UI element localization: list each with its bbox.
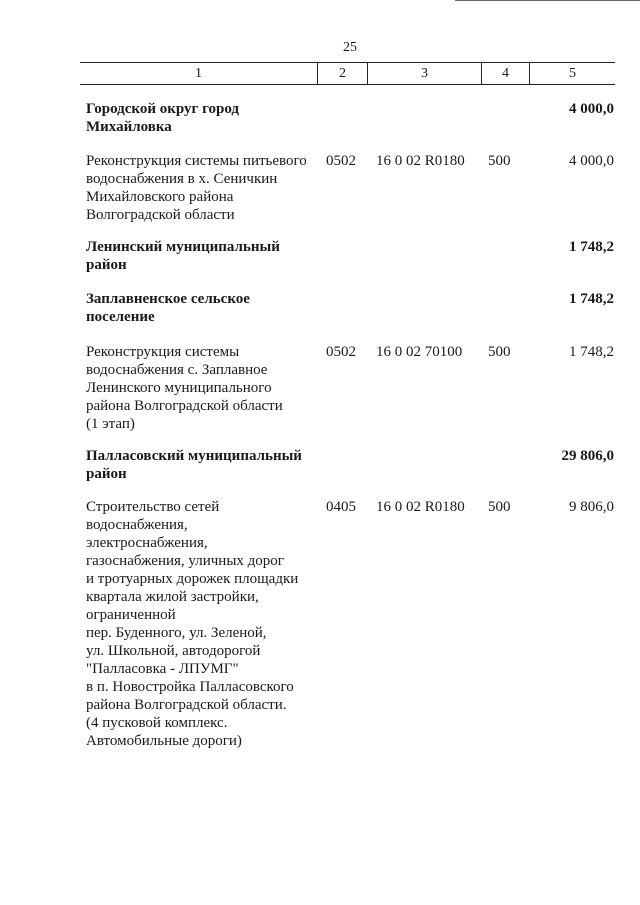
row-name-line: ул. Школьной, автодорогой [86, 643, 261, 659]
row-amount: 29 806,0 [561, 448, 614, 464]
row-name [86, 238, 316, 274]
row-name-line: (4 пусковой комплекс. [86, 715, 228, 731]
row-name-line: "Палласовка - ЛПУМГ" [86, 661, 239, 677]
row-name-line: Заплавненское сельское [86, 291, 250, 307]
row-name-line: Михайловского района [86, 189, 234, 205]
header-col-5: 5 [569, 66, 576, 81]
row-name [86, 100, 316, 136]
row-amount: 4 000,0 [569, 153, 614, 169]
row-name-line: район [86, 466, 127, 482]
row-section-code: 0502 [326, 153, 356, 169]
header-col-3: 3 [421, 66, 428, 81]
top-edge-rule [455, 0, 640, 1]
row-name [86, 343, 316, 433]
row-name-line: поселение [86, 309, 155, 325]
row-name-line: Строительство сетей [86, 499, 220, 515]
row-name-line: в п. Новостройка Палласовского [86, 679, 294, 695]
row-expense-type: 500 [488, 344, 511, 360]
row-target-article: 16 0 02 70100 [376, 344, 463, 360]
row-name-line: (1 этап) [86, 416, 135, 432]
row-name [86, 152, 316, 224]
row-name-line: квартала жилой застройки, [86, 589, 259, 605]
row-name-line: газоснабжения, уличных дорог [86, 553, 284, 569]
row-name [86, 498, 316, 750]
row-amount: 1 748,2 [569, 344, 614, 360]
row-name [86, 447, 316, 483]
row-name-line: ограниченной [86, 607, 176, 623]
header-col-4: 4 [502, 66, 509, 81]
row-amount: 1 748,2 [569, 239, 614, 255]
page-number: 25 [343, 40, 357, 55]
row-name-line: Михайловка [86, 119, 172, 135]
row-name-line: Реконструкция системы питьевого [86, 153, 307, 169]
row-name-line: водоснабжения в х. Сеничкин [86, 171, 278, 187]
row-name-line: Автомобильные дороги) [86, 733, 242, 749]
row-amount: 4 000,0 [569, 101, 614, 117]
row-name-line: Ленинский муниципальный [86, 239, 280, 255]
row-name-line: и тротуарных дорожек площадки [86, 571, 299, 587]
row-name-line: электроснабжения, [86, 535, 208, 551]
row-name-line: Палласовский муниципальный [86, 448, 302, 464]
row-name [86, 290, 316, 326]
row-name-line: Городской округ город [86, 101, 240, 117]
row-target-article: 16 0 02 R0180 [376, 499, 465, 515]
row-expense-type: 500 [488, 499, 511, 515]
row-amount: 9 806,0 [569, 499, 614, 515]
table-header [80, 62, 615, 85]
row-name-line: водоснабжения с. Заплавное [86, 362, 268, 378]
row-name-line: пер. Буденного, ул. Зеленой, [86, 625, 267, 641]
row-section-code: 0502 [326, 344, 356, 360]
row-name-line: район [86, 257, 127, 273]
row-expense-type: 500 [488, 153, 511, 169]
row-name-line: Волгоградской области [86, 207, 235, 223]
row-name-line: района Волгоградской области [86, 398, 283, 414]
row-target-article: 16 0 02 R0180 [376, 153, 465, 169]
row-name-line: водоснабжения, [86, 517, 188, 533]
row-name-line: Ленинского муниципального [86, 380, 272, 396]
row-name-line: Реконструкция системы [86, 344, 240, 360]
header-col-2: 2 [339, 66, 346, 81]
row-section-code: 0405 [326, 499, 356, 515]
row-amount: 1 748,2 [569, 291, 614, 307]
row-name-line: района Волгоградской области. [86, 697, 287, 713]
header-col-1: 1 [195, 66, 202, 81]
